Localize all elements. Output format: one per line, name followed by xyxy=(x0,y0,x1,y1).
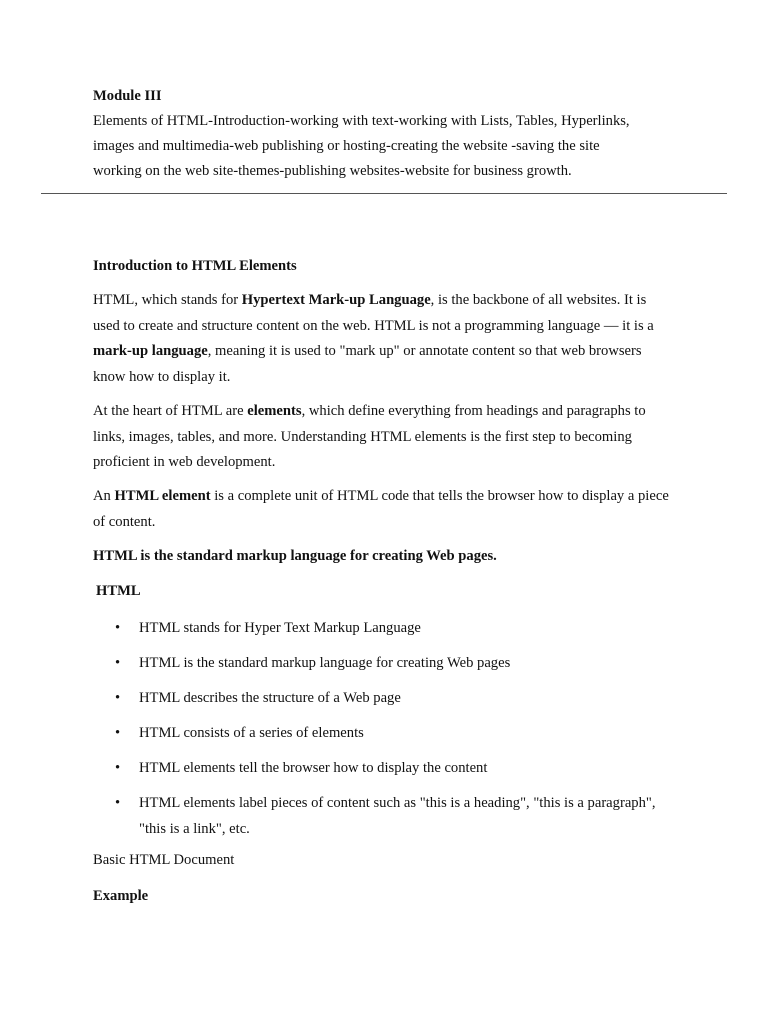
bullet-icon: • xyxy=(115,725,121,741)
list-item: • HTML describes the structure of a Web page xyxy=(93,685,673,711)
html-bullet-list xyxy=(93,615,673,851)
bullet-icon: • xyxy=(115,655,121,671)
intro-heading: Introduction to HTML Elements xyxy=(93,258,297,274)
standard-markup-statement: HTML is the standard markup language for creating Web pages. xyxy=(93,548,497,564)
intro-paragraph-3: An HTML element is a complete unit of HTML code that tells the browser how to display a piece of content. xyxy=(93,488,669,530)
bullet-icon: • xyxy=(115,760,121,776)
example-heading: Example xyxy=(93,888,149,904)
intro-paragraph-1: HTML, which stands for Hypertext Mark-up Language, is the backbone of all websites. It is used to create and structure content on the web. HTML is not a programming language — it is a mark-up language, meaning it is used to "mark up" or annotate content so that web browsers know how to display it. xyxy=(93,292,654,385)
list-item: • HTML elements label pieces of content such as "this is a heading", "this is a paragraph", "this is a link", etc. xyxy=(93,790,673,842)
divider-line xyxy=(41,193,727,194)
module-title: Module III xyxy=(93,88,162,104)
bullet-icon: • xyxy=(115,690,121,706)
bullet-icon: • xyxy=(115,795,121,811)
list-item: • HTML consists of a series of elements xyxy=(93,720,673,746)
module-line-2: images and multimedia-web publishing or hosting-creating the website -saving the site xyxy=(93,138,600,154)
intro-paragraph-2: At the heart of HTML are elements, which define everything from headings and paragraphs to links, images, tables, and more. Understanding HTML elements is the first step to becoming proficient in web development. xyxy=(93,403,646,471)
module-line-3: working on the web site-themes-publishing websites-website for business growth. xyxy=(93,163,572,179)
bullet-icon: • xyxy=(115,620,121,636)
list-item: • HTML elements tell the browser how to display the content xyxy=(93,755,673,781)
module-line-1: Elements of HTML-Introduction-working with text-working with Lists, Tables, Hyperlinks, xyxy=(93,113,630,129)
list-item: • HTML is the standard markup language for creating Web pages xyxy=(93,650,673,676)
html-heading: HTML xyxy=(96,583,141,599)
basic-html-document-label: Basic HTML Document xyxy=(93,852,235,868)
list-item: • HTML stands for Hyper Text Markup Language xyxy=(93,615,673,641)
